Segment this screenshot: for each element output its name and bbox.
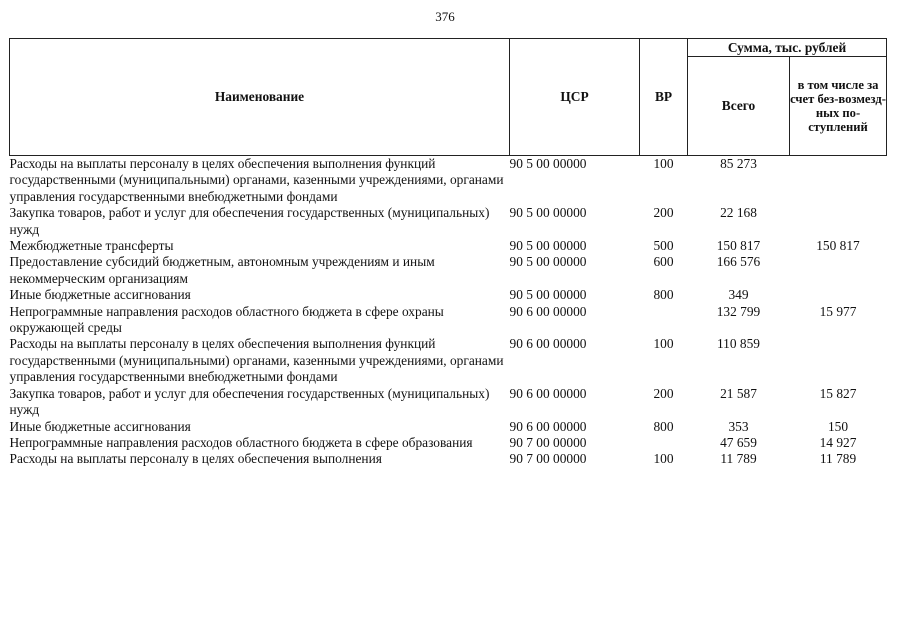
row-total: 353 (728, 418, 749, 434)
row-total: 85 273 (720, 156, 757, 171)
table-row (10, 287, 887, 303)
row-total: 47 659 (720, 434, 757, 450)
row-csr: 90 5 00 00000 (509, 238, 587, 254)
row-bvp: 150 (827, 418, 849, 434)
row-total: 150 817 (716, 238, 761, 254)
row-total: 110 859 (716, 336, 761, 352)
row-total: 21 587 (720, 385, 757, 401)
row-vr: 500 (653, 238, 674, 254)
row-name: Иные бюджетные ассигнования (9, 287, 191, 303)
row-name: Непрограммные направления расходов областного бюджета в сфере образования (9, 434, 473, 450)
header-csr: ЦСР (510, 39, 640, 156)
row-vr: 800 (653, 287, 674, 303)
row-name: Межбюджетные трансферты (9, 238, 174, 254)
row-csr: 90 5 00 00000 (509, 254, 587, 270)
row-bvp (790, 205, 887, 238)
header-incl-bvp: в том числе за счет без-возмезд-ных по-ступлений (790, 57, 887, 156)
header-vr: ВР (640, 39, 688, 156)
header-name: Наименование (10, 39, 510, 156)
table-row (10, 419, 887, 435)
row-bvp: 11 789 (819, 451, 857, 467)
row-bvp (790, 254, 887, 287)
table-row (10, 205, 887, 238)
row-csr: 90 7 00 00000 (509, 451, 587, 467)
row-vr: 200 (653, 205, 674, 221)
row-csr: 90 6 00 00000 (509, 336, 587, 352)
row-bvp: 15 977 (819, 303, 857, 319)
row-total: 349 (728, 287, 749, 303)
row-bvp: 150 817 (816, 238, 860, 254)
row-name: Предоставление субсидий бюджетным, автономным учреждениям и иным некоммерческим организациям (9, 254, 435, 286)
row-name: Расходы на выплаты персоналу в целях обеспечения выполнения (9, 451, 382, 467)
row-vr: 100 (653, 336, 674, 352)
row-bvp: 15 827 (819, 385, 857, 401)
row-total: 11 789 (720, 451, 757, 467)
row-csr: 90 5 00 00000 (509, 287, 587, 303)
page-number: 376 (435, 9, 455, 24)
row-csr: 90 6 00 00000 (509, 418, 587, 434)
table-header (10, 39, 887, 156)
table-row (10, 156, 887, 206)
row-csr: 90 5 00 00000 (509, 156, 587, 171)
table-row (10, 386, 887, 419)
row-name: Расходы на выплаты персоналу в целях обеспечения выполнения функций государственными (муниципальными) органами, казенными учреждениями, органами управления государственными внебюджетными фондами (9, 156, 504, 204)
row-name: Непрограммные направления расходов областного бюджета в сфере охраны окружающей среды (9, 303, 444, 336)
row-name: Расходы на выплаты персоналу в целях обеспечения выполнения функций государственными (муниципальными) органами, казенными учреждениями, органами управления государственными внебюджетными фондами (9, 336, 504, 385)
row-bvp (790, 156, 887, 206)
row-name: Закупка товаров, работ и услуг для обеспечения государственных (муниципальных) нужд (9, 385, 490, 418)
table-row (10, 336, 887, 385)
row-bvp: 14 927 (819, 434, 857, 450)
row-vr (640, 435, 688, 451)
row-vr: 800 (653, 418, 674, 434)
table-row (10, 254, 887, 287)
row-total: 132 799 (716, 303, 761, 319)
table-row (10, 304, 887, 337)
row-total: 22 168 (720, 205, 757, 221)
row-bvp (790, 287, 887, 303)
row-name: Закупка товаров, работ и услуг для обеспечения государственных (муниципальных) нужд (9, 205, 490, 237)
row-csr: 90 7 00 00000 (509, 434, 587, 450)
budget-table (9, 38, 887, 468)
table-row (10, 238, 887, 254)
row-vr: 100 (653, 451, 674, 467)
row-csr: 90 5 00 00000 (509, 205, 587, 221)
row-vr: 100 (653, 156, 674, 171)
row-name: Иные бюджетные ассигнования (9, 418, 191, 434)
table-row (10, 451, 887, 467)
row-total: 166 576 (716, 254, 761, 270)
row-csr: 90 6 00 00000 (509, 385, 587, 401)
row-vr: 200 (653, 385, 674, 401)
row-vr: 600 (653, 254, 674, 270)
header-total: Всего (688, 57, 790, 156)
row-csr: 90 6 00 00000 (509, 303, 587, 319)
header-sum-group: Сумма, тыс. рублей (688, 39, 887, 57)
row-bvp (790, 336, 887, 385)
table-body (10, 156, 887, 468)
row-vr (640, 304, 688, 337)
table-row (10, 435, 887, 451)
